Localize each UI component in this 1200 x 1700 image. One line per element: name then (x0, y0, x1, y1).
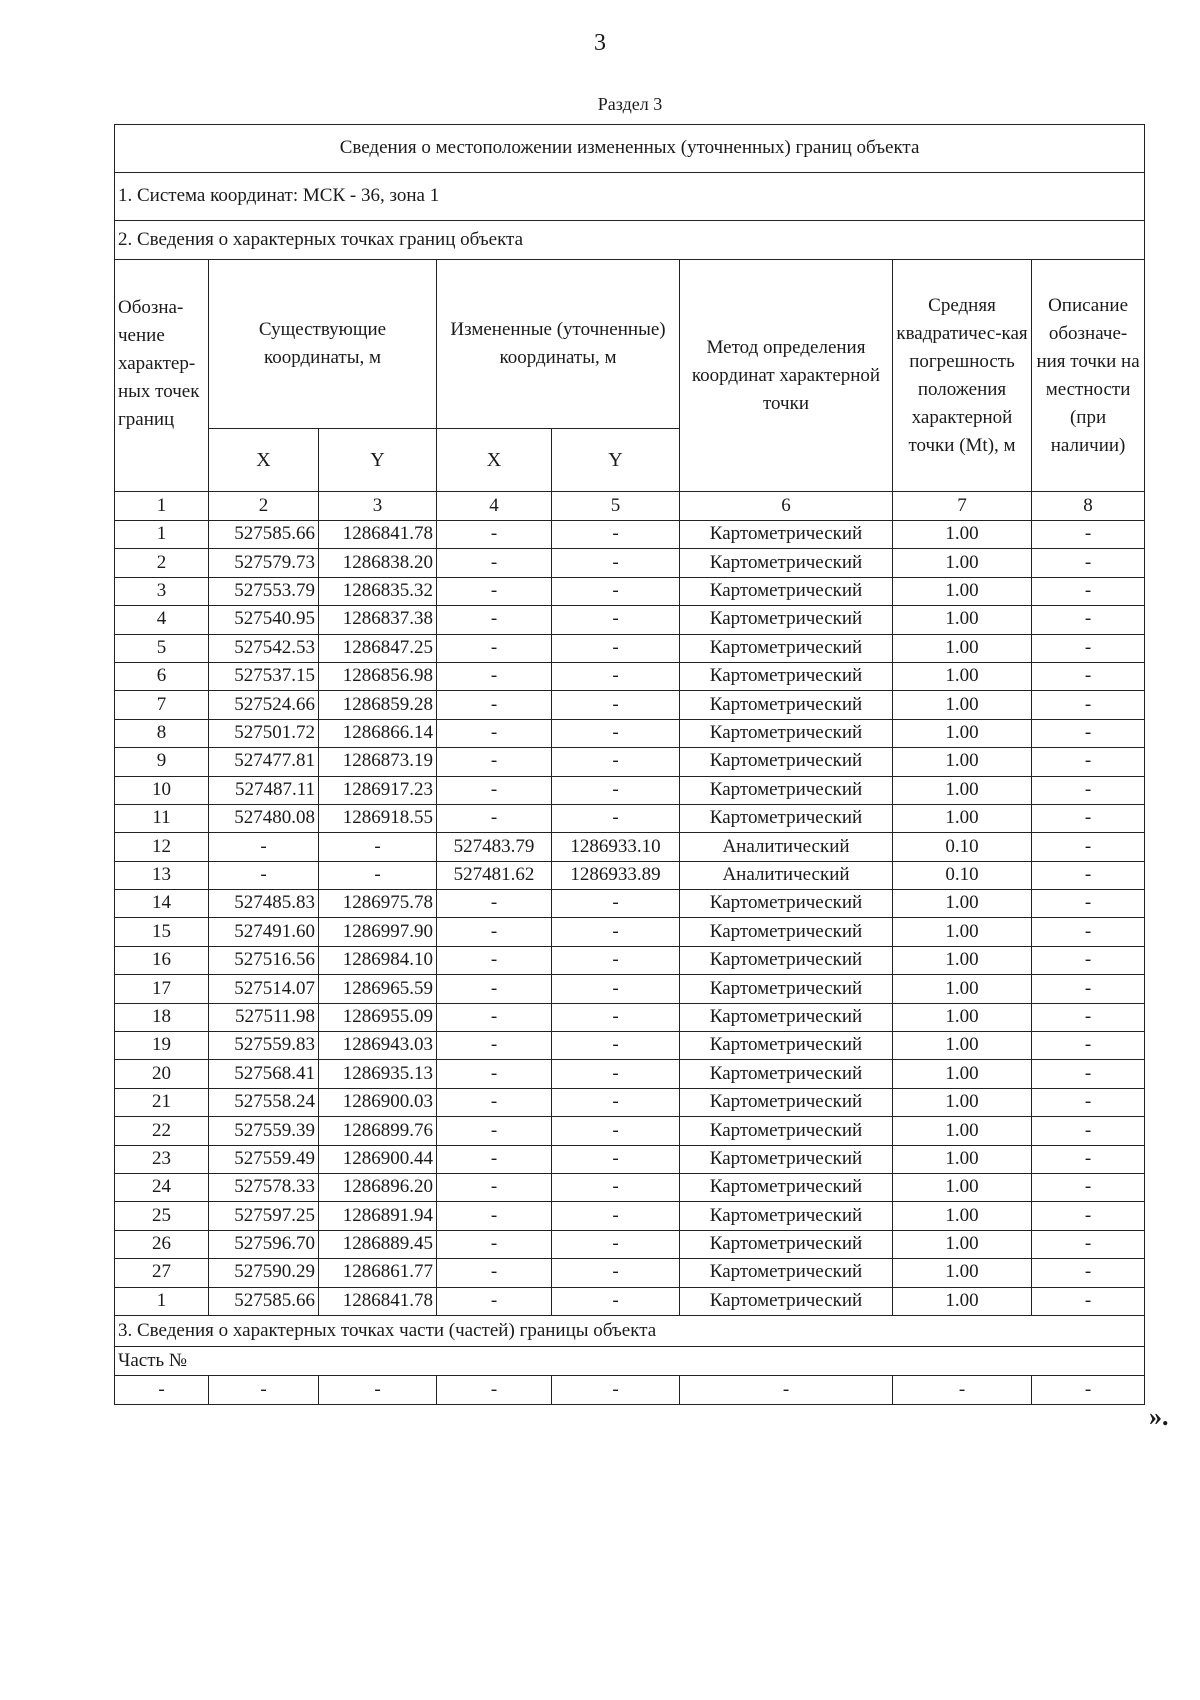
method-cell: Картометрический (680, 577, 893, 605)
description-cell: - (1032, 804, 1145, 832)
changed-y-cell: - (552, 521, 680, 549)
changed-x-cell: - (437, 1088, 552, 1116)
table-row (115, 521, 1145, 549)
changed-x-cell: - (437, 748, 552, 776)
existing-y-cell: 1286859.28 (319, 691, 437, 719)
method-cell: Картометрический (680, 1088, 893, 1116)
changed-y-cell: - (552, 1202, 680, 1230)
description-cell: - (1032, 918, 1145, 946)
part-label: Часть № (115, 1346, 1145, 1375)
closing-quote: ». (1149, 1402, 1169, 1431)
existing-x-cell: 527487.11 (209, 776, 319, 804)
point-id-cell: 26 (115, 1230, 209, 1258)
description-cell: - (1032, 833, 1145, 861)
changed-y-cell: - (552, 1173, 680, 1201)
changed-y-cell: - (552, 918, 680, 946)
empty-part-row (115, 1375, 1145, 1404)
points-heading: 2. Сведения о характерных точках границ объекта (115, 221, 1145, 260)
existing-y-cell: 1286900.03 (319, 1088, 437, 1116)
existing-x-cell: - (209, 861, 319, 889)
existing-y-cell: 1286997.90 (319, 918, 437, 946)
existing-y-cell: 1286896.20 (319, 1173, 437, 1201)
existing-x-cell: 527558.24 (209, 1088, 319, 1116)
existing-x-cell: 527477.81 (209, 748, 319, 776)
table-row (115, 1259, 1145, 1287)
changed-x-cell: - (437, 1032, 552, 1060)
existing-y-cell: - (319, 833, 437, 861)
point-id-cell: 19 (115, 1032, 209, 1060)
description-cell: - (1032, 577, 1145, 605)
point-id-cell: 3 (115, 577, 209, 605)
column-number: 6 (680, 492, 893, 521)
existing-x-cell: 527524.66 (209, 691, 319, 719)
changed-y-cell: - (552, 719, 680, 747)
point-id-cell: 4 (115, 606, 209, 634)
mean-error-cell: 1.00 (893, 634, 1032, 662)
changed-y-cell: - (552, 606, 680, 634)
table-title: Сведения о местоположении измененных (уточненных) границ объекта (115, 125, 1145, 173)
table-row (115, 1060, 1145, 1088)
existing-y-cell: - (319, 861, 437, 889)
table-row (115, 1145, 1145, 1173)
table-row (115, 975, 1145, 1003)
method-cell: Картометрический (680, 890, 893, 918)
changed-y-cell: - (552, 577, 680, 605)
method-cell: Картометрический (680, 691, 893, 719)
table-row (115, 776, 1145, 804)
mean-error-cell: 1.00 (893, 776, 1032, 804)
column-number: 5 (552, 492, 680, 521)
method-cell: Картометрический (680, 1003, 893, 1031)
table-row (115, 1032, 1145, 1060)
mean-error-cell: 1.00 (893, 946, 1032, 974)
coordinate-system: 1. Система координат: МСК - 36, зона 1 (115, 173, 1145, 221)
changed-y-cell: - (552, 691, 680, 719)
header-error: Средняя квадратичес-кая погрешность положения характерной точки (Mt), м (893, 260, 1032, 492)
table-row (115, 1287, 1145, 1315)
table-row (115, 1003, 1145, 1031)
changed-y-cell: - (552, 634, 680, 662)
table-row (115, 691, 1145, 719)
method-cell: Картометрический (680, 1173, 893, 1201)
changed-x-cell: - (437, 1287, 552, 1315)
mean-error-cell: 1.00 (893, 1003, 1032, 1031)
description-cell: - (1032, 1287, 1145, 1315)
existing-x-cell: 527553.79 (209, 577, 319, 605)
table-row (115, 748, 1145, 776)
changed-x-cell: - (437, 606, 552, 634)
existing-y-cell: 1286841.78 (319, 1287, 437, 1315)
changed-x-cell: - (437, 521, 552, 549)
method-cell: Картометрический (680, 1032, 893, 1060)
point-id-cell: 2 (115, 549, 209, 577)
existing-x-cell: 527579.73 (209, 549, 319, 577)
existing-x-cell: 527559.49 (209, 1145, 319, 1173)
changed-y-cell: - (552, 946, 680, 974)
description-cell: - (1032, 521, 1145, 549)
empty-cell: - (1032, 1375, 1145, 1404)
header-method: Метод определения координат характерной точки (680, 260, 893, 492)
mean-error-cell: 1.00 (893, 1287, 1032, 1315)
changed-x-cell: - (437, 918, 552, 946)
existing-x-cell: 527590.29 (209, 1259, 319, 1287)
changed-x-cell: - (437, 1145, 552, 1173)
changed-y-cell: - (552, 1287, 680, 1315)
point-id-cell: 23 (115, 1145, 209, 1173)
existing-x-cell: 527537.15 (209, 662, 319, 690)
point-id-cell: 11 (115, 804, 209, 832)
mean-error-cell: 1.00 (893, 890, 1032, 918)
changed-y-cell: - (552, 975, 680, 1003)
mean-error-cell: 1.00 (893, 1230, 1032, 1258)
table-row (115, 719, 1145, 747)
existing-x-cell: 527585.66 (209, 521, 319, 549)
changed-x-cell: - (437, 1060, 552, 1088)
table-row (115, 804, 1145, 832)
description-cell: - (1032, 1060, 1145, 1088)
existing-x-cell: 527542.53 (209, 634, 319, 662)
mean-error-cell: 1.00 (893, 691, 1032, 719)
point-id-cell: 25 (115, 1202, 209, 1230)
changed-x-cell: - (437, 776, 552, 804)
point-id-cell: 8 (115, 719, 209, 747)
changed-x-cell: 527481.62 (437, 861, 552, 889)
changed-y-cell: - (552, 1088, 680, 1116)
method-cell: Картометрический (680, 521, 893, 549)
table-row (115, 634, 1145, 662)
mean-error-cell: 1.00 (893, 918, 1032, 946)
changed-y-cell: - (552, 890, 680, 918)
existing-y-cell: 1286943.03 (319, 1032, 437, 1060)
mean-error-cell: 1.00 (893, 1032, 1032, 1060)
empty-cell: - (437, 1375, 552, 1404)
point-id-cell: 1 (115, 521, 209, 549)
point-id-cell: 10 (115, 776, 209, 804)
empty-cell: - (680, 1375, 893, 1404)
description-cell: - (1032, 719, 1145, 747)
table-row (115, 549, 1145, 577)
method-cell: Картометрический (680, 1230, 893, 1258)
empty-cell: - (319, 1375, 437, 1404)
changed-x-cell: - (437, 1173, 552, 1201)
changed-x-cell: - (437, 549, 552, 577)
existing-x-cell: 527501.72 (209, 719, 319, 747)
description-cell: - (1032, 691, 1145, 719)
description-cell: - (1032, 890, 1145, 918)
table-row (115, 1173, 1145, 1201)
existing-y-cell: 1286891.94 (319, 1202, 437, 1230)
existing-x-cell: 527485.83 (209, 890, 319, 918)
description-cell: - (1032, 1230, 1145, 1258)
changed-y-cell: - (552, 1060, 680, 1088)
description-cell: - (1032, 1202, 1145, 1230)
changed-x-cell: - (437, 719, 552, 747)
changed-y-cell: - (552, 549, 680, 577)
column-numbers-row (115, 492, 1145, 521)
point-id-cell: 13 (115, 861, 209, 889)
description-cell: - (1032, 946, 1145, 974)
description-cell: - (1032, 861, 1145, 889)
point-id-cell: 24 (115, 1173, 209, 1201)
description-cell: - (1032, 634, 1145, 662)
method-cell: Картометрический (680, 606, 893, 634)
column-number: 1 (115, 492, 209, 521)
mean-error-cell: 1.00 (893, 1088, 1032, 1116)
existing-x-cell: 527559.83 (209, 1032, 319, 1060)
mean-error-cell: 1.00 (893, 577, 1032, 605)
changed-y-cell: - (552, 776, 680, 804)
changed-x-cell: - (437, 1003, 552, 1031)
mean-error-cell: 1.00 (893, 1145, 1032, 1173)
description-cell: - (1032, 1003, 1145, 1031)
mean-error-cell: 1.00 (893, 719, 1032, 747)
point-id-cell: 1 (115, 1287, 209, 1315)
existing-y-cell: 1286935.13 (319, 1060, 437, 1088)
table-row (115, 946, 1145, 974)
changed-x-cell: - (437, 890, 552, 918)
point-id-cell: 12 (115, 833, 209, 861)
existing-y-cell: 1286899.76 (319, 1117, 437, 1145)
header-designation: Обозна-чение характер-ных точек границ (115, 260, 209, 492)
method-cell: Картометрический (680, 1287, 893, 1315)
header-changed-coords: Измененные (уточненные) координаты, м (437, 260, 680, 429)
header-existing-coords: Существующие координаты, м (209, 260, 437, 429)
column-number: 7 (893, 492, 1032, 521)
empty-cell: - (209, 1375, 319, 1404)
changed-x-cell: - (437, 662, 552, 690)
mean-error-cell: 1.00 (893, 1173, 1032, 1201)
description-cell: - (1032, 1145, 1145, 1173)
description-cell: - (1032, 549, 1145, 577)
column-number: 2 (209, 492, 319, 521)
existing-x-cell: 527597.25 (209, 1202, 319, 1230)
method-cell: Картометрический (680, 1060, 893, 1088)
method-cell: Картометрический (680, 776, 893, 804)
changed-x-cell: - (437, 804, 552, 832)
table-row (115, 1117, 1145, 1145)
point-id-cell: 14 (115, 890, 209, 918)
empty-cell: - (893, 1375, 1032, 1404)
method-cell: Аналитический (680, 861, 893, 889)
header-description: Описание обозначе-ния точки на местности (при наличии) (1032, 260, 1145, 492)
mean-error-cell: 1.00 (893, 1259, 1032, 1287)
changed-x-cell: - (437, 691, 552, 719)
changed-y-cell: 1286933.10 (552, 833, 680, 861)
existing-x-cell: 527514.07 (209, 975, 319, 1003)
existing-y-cell: 1286918.55 (319, 804, 437, 832)
existing-y-cell: 1286861.77 (319, 1259, 437, 1287)
existing-y-cell: 1286835.32 (319, 577, 437, 605)
method-cell: Картометрический (680, 748, 893, 776)
existing-x-cell: - (209, 833, 319, 861)
table-row (115, 606, 1145, 634)
description-cell: - (1032, 606, 1145, 634)
description-cell: - (1032, 776, 1145, 804)
mean-error-cell: 0.10 (893, 861, 1032, 889)
mean-error-cell: 1.00 (893, 606, 1032, 634)
existing-x-cell: 527540.95 (209, 606, 319, 634)
existing-x-cell: 527516.56 (209, 946, 319, 974)
point-id-cell: 22 (115, 1117, 209, 1145)
mean-error-cell: 1.00 (893, 748, 1032, 776)
point-id-cell: 18 (115, 1003, 209, 1031)
point-id-cell: 5 (115, 634, 209, 662)
existing-x-cell: 527511.98 (209, 1003, 319, 1031)
changed-x-cell: - (437, 1202, 552, 1230)
changed-y-cell: - (552, 1230, 680, 1258)
table-row (115, 833, 1145, 861)
method-cell: Картометрический (680, 662, 893, 690)
method-cell: Картометрический (680, 719, 893, 747)
method-cell: Картометрический (680, 804, 893, 832)
column-number: 8 (1032, 492, 1145, 521)
existing-y-cell: 1286889.45 (319, 1230, 437, 1258)
point-id-cell: 21 (115, 1088, 209, 1116)
mean-error-cell: 1.00 (893, 975, 1032, 1003)
table-row (115, 577, 1145, 605)
mean-error-cell: 1.00 (893, 521, 1032, 549)
boundary-points-table (114, 124, 1145, 1405)
description-cell: - (1032, 975, 1145, 1003)
existing-x-cell: 527596.70 (209, 1230, 319, 1258)
method-cell: Картометрический (680, 918, 893, 946)
table-row (115, 1202, 1145, 1230)
changed-y-cell: - (552, 1032, 680, 1060)
method-cell: Картометрический (680, 975, 893, 1003)
changed-x-cell: - (437, 577, 552, 605)
table-row (115, 918, 1145, 946)
header-existing-x: X (209, 429, 319, 492)
point-id-cell: 20 (115, 1060, 209, 1088)
existing-y-cell: 1286975.78 (319, 890, 437, 918)
empty-cell: - (552, 1375, 680, 1404)
changed-x-cell: - (437, 975, 552, 1003)
section-title: Раздел 3 (597, 94, 663, 114)
method-cell: Картометрический (680, 1117, 893, 1145)
changed-x-cell: - (437, 1259, 552, 1287)
mean-error-cell: 1.00 (893, 1060, 1032, 1088)
point-id-cell: 7 (115, 691, 209, 719)
existing-y-cell: 1286838.20 (319, 549, 437, 577)
empty-cell: - (115, 1375, 209, 1404)
existing-x-cell: 527568.41 (209, 1060, 319, 1088)
existing-y-cell: 1286955.09 (319, 1003, 437, 1031)
method-cell: Картометрический (680, 549, 893, 577)
point-id-cell: 6 (115, 662, 209, 690)
existing-y-cell: 1286856.98 (319, 662, 437, 690)
column-number: 3 (319, 492, 437, 521)
description-cell: - (1032, 748, 1145, 776)
existing-x-cell: 527578.33 (209, 1173, 319, 1201)
existing-y-cell: 1286900.44 (319, 1145, 437, 1173)
point-id-cell: 16 (115, 946, 209, 974)
existing-x-cell: 527585.66 (209, 1287, 319, 1315)
method-cell: Картометрический (680, 1202, 893, 1230)
existing-y-cell: 1286847.25 (319, 634, 437, 662)
changed-x-cell: 527483.79 (437, 833, 552, 861)
header-changed-x: X (437, 429, 552, 492)
method-cell: Картометрический (680, 634, 893, 662)
existing-x-cell: 527480.08 (209, 804, 319, 832)
existing-y-cell: 1286965.59 (319, 975, 437, 1003)
description-cell: - (1032, 1259, 1145, 1287)
table-row (115, 861, 1145, 889)
page-number: 3 (594, 30, 606, 56)
mean-error-cell: 0.10 (893, 833, 1032, 861)
mean-error-cell: 1.00 (893, 662, 1032, 690)
description-cell: - (1032, 1088, 1145, 1116)
mean-error-cell: 1.00 (893, 804, 1032, 832)
mean-error-cell: 1.00 (893, 1202, 1032, 1230)
existing-x-cell: 527559.39 (209, 1117, 319, 1145)
mean-error-cell: 1.00 (893, 549, 1032, 577)
changed-x-cell: - (437, 1117, 552, 1145)
existing-y-cell: 1286837.38 (319, 606, 437, 634)
changed-y-cell: - (552, 1145, 680, 1173)
method-cell: Аналитический (680, 833, 893, 861)
existing-x-cell: 527491.60 (209, 918, 319, 946)
description-cell: - (1032, 662, 1145, 690)
changed-y-cell: - (552, 804, 680, 832)
changed-x-cell: - (437, 1230, 552, 1258)
changed-y-cell: 1286933.89 (552, 861, 680, 889)
table-row (115, 662, 1145, 690)
point-id-cell: 15 (115, 918, 209, 946)
changed-y-cell: - (552, 748, 680, 776)
changed-y-cell: - (552, 1259, 680, 1287)
method-cell: Картометрический (680, 1259, 893, 1287)
description-cell: - (1032, 1032, 1145, 1060)
changed-y-cell: - (552, 1003, 680, 1031)
existing-y-cell: 1286917.23 (319, 776, 437, 804)
point-id-cell: 17 (115, 975, 209, 1003)
changed-y-cell: - (552, 662, 680, 690)
table-row (115, 1230, 1145, 1258)
column-number: 4 (437, 492, 552, 521)
existing-y-cell: 1286984.10 (319, 946, 437, 974)
method-cell: Картометрический (680, 946, 893, 974)
existing-y-cell: 1286841.78 (319, 521, 437, 549)
existing-y-cell: 1286866.14 (319, 719, 437, 747)
existing-y-cell: 1286873.19 (319, 748, 437, 776)
table-row (115, 890, 1145, 918)
description-cell: - (1032, 1117, 1145, 1145)
header-existing-y: Y (319, 429, 437, 492)
changed-x-cell: - (437, 946, 552, 974)
changed-y-cell: - (552, 1117, 680, 1145)
parts-heading: 3. Сведения о характерных точках части (частей) границы объекта (115, 1315, 1145, 1346)
method-cell: Картометрический (680, 1145, 893, 1173)
changed-x-cell: - (437, 634, 552, 662)
table-row (115, 1088, 1145, 1116)
header-changed-y: Y (552, 429, 680, 492)
point-id-cell: 9 (115, 748, 209, 776)
mean-error-cell: 1.00 (893, 1117, 1032, 1145)
description-cell: - (1032, 1173, 1145, 1201)
point-id-cell: 27 (115, 1259, 209, 1287)
